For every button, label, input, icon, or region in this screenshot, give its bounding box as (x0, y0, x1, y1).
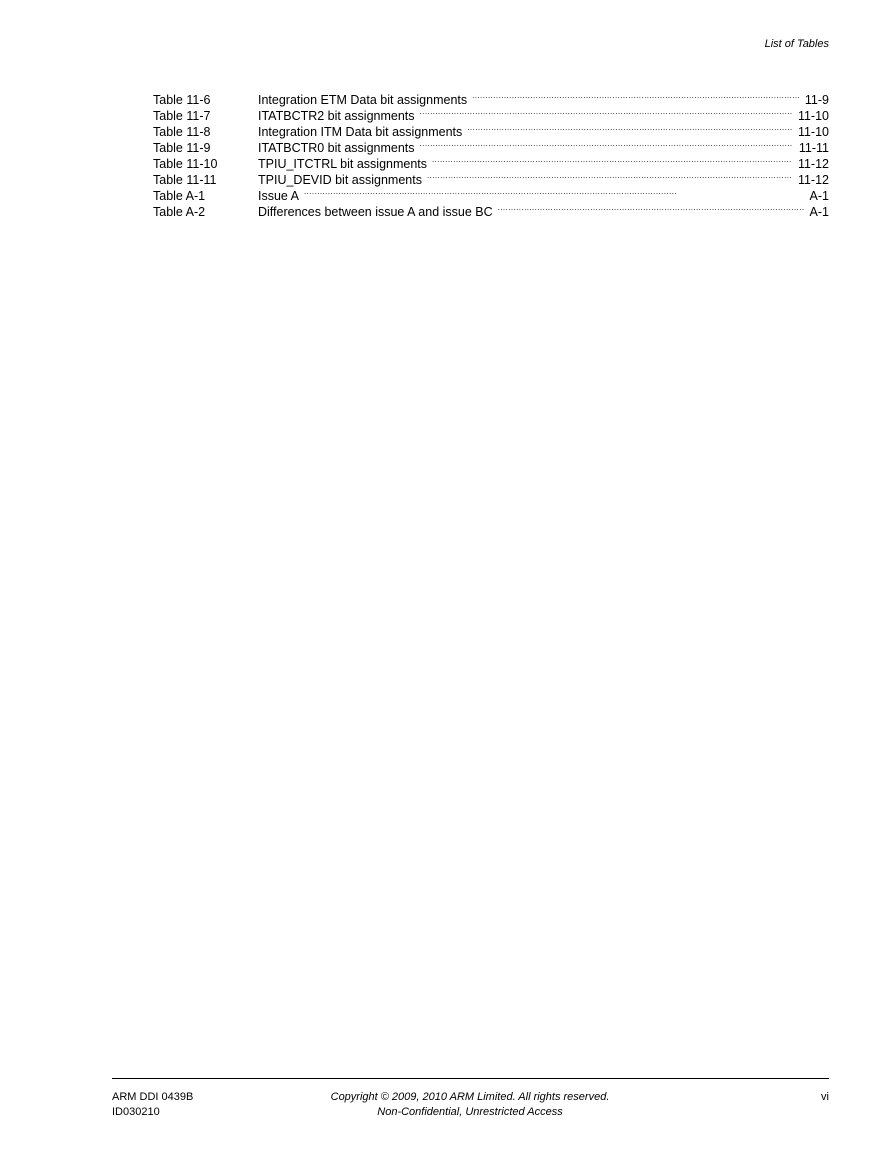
toc-entry-page: 11-12 (797, 157, 829, 171)
toc-entry-page: 11-12 (797, 173, 829, 187)
toc-entry-page: A-1 (809, 189, 829, 203)
toc-entry-title: Differences between issue A and issue BC (258, 205, 493, 219)
toc-entry-label: Table 11-6 (153, 93, 211, 107)
toc-entry-page: 11-11 (798, 141, 829, 155)
toc-entry-page: A-1 (809, 205, 829, 219)
toc-entry-page: 11-9 (804, 93, 829, 107)
toc-entry-title: Issue A (258, 189, 299, 203)
doc-number: ARM DDI 0439B (112, 1091, 194, 1103)
toc-entry-label: Table A-1 (153, 189, 206, 203)
toc-entry-title: Integration ITM Data bit assignments (258, 125, 463, 139)
dot-leader (432, 152, 792, 168)
dot-leader (420, 136, 793, 152)
access-notice: Non-Confidential, Unrestricted Access (377, 1106, 563, 1118)
toc-entry-label: Table 11-11 (153, 173, 217, 187)
toc-entry-title: ITATBCTR0 bit assignments (258, 141, 415, 155)
toc-entry[interactable] (153, 88, 829, 107)
toc-entry-title: ITATBCTR2 bit assignments (258, 109, 415, 123)
toc-entry-page: 11-10 (797, 125, 829, 139)
dot-leader (498, 200, 804, 216)
running-header: List of Tables (764, 38, 829, 50)
toc-entry-label: Table A-2 (153, 205, 206, 219)
footer-doc-info (112, 1090, 193, 1120)
list-of-tables (153, 88, 829, 219)
toc-entry-label: Table 11-10 (153, 157, 218, 171)
toc-entry-title: Integration ETM Data bit assignments (258, 93, 468, 107)
footer-divider (112, 1078, 829, 1079)
dot-leader (467, 120, 792, 136)
dot-leader (472, 88, 799, 104)
page-number: vi (821, 1091, 829, 1103)
footer-legal (270, 1090, 670, 1120)
toc-entry-label: Table 11-8 (153, 125, 211, 139)
toc-entry-label: Table 11-9 (153, 141, 211, 155)
toc-entry-title: TPIU_DEVID bit assignments (258, 173, 422, 187)
copyright-notice: Copyright © 2009, 2010 ARM Limited. All rights reserved. (330, 1091, 610, 1103)
toc-entry-title: TPIU_ITCTRL bit assignments (258, 157, 428, 171)
dot-leader (420, 104, 792, 120)
doc-id: ID030210 (112, 1106, 160, 1118)
dot-leader (427, 168, 792, 184)
toc-entry-page: 11-10 (797, 109, 829, 123)
dot-leader (304, 184, 804, 200)
toc-entry-label: Table 11-7 (153, 109, 211, 123)
